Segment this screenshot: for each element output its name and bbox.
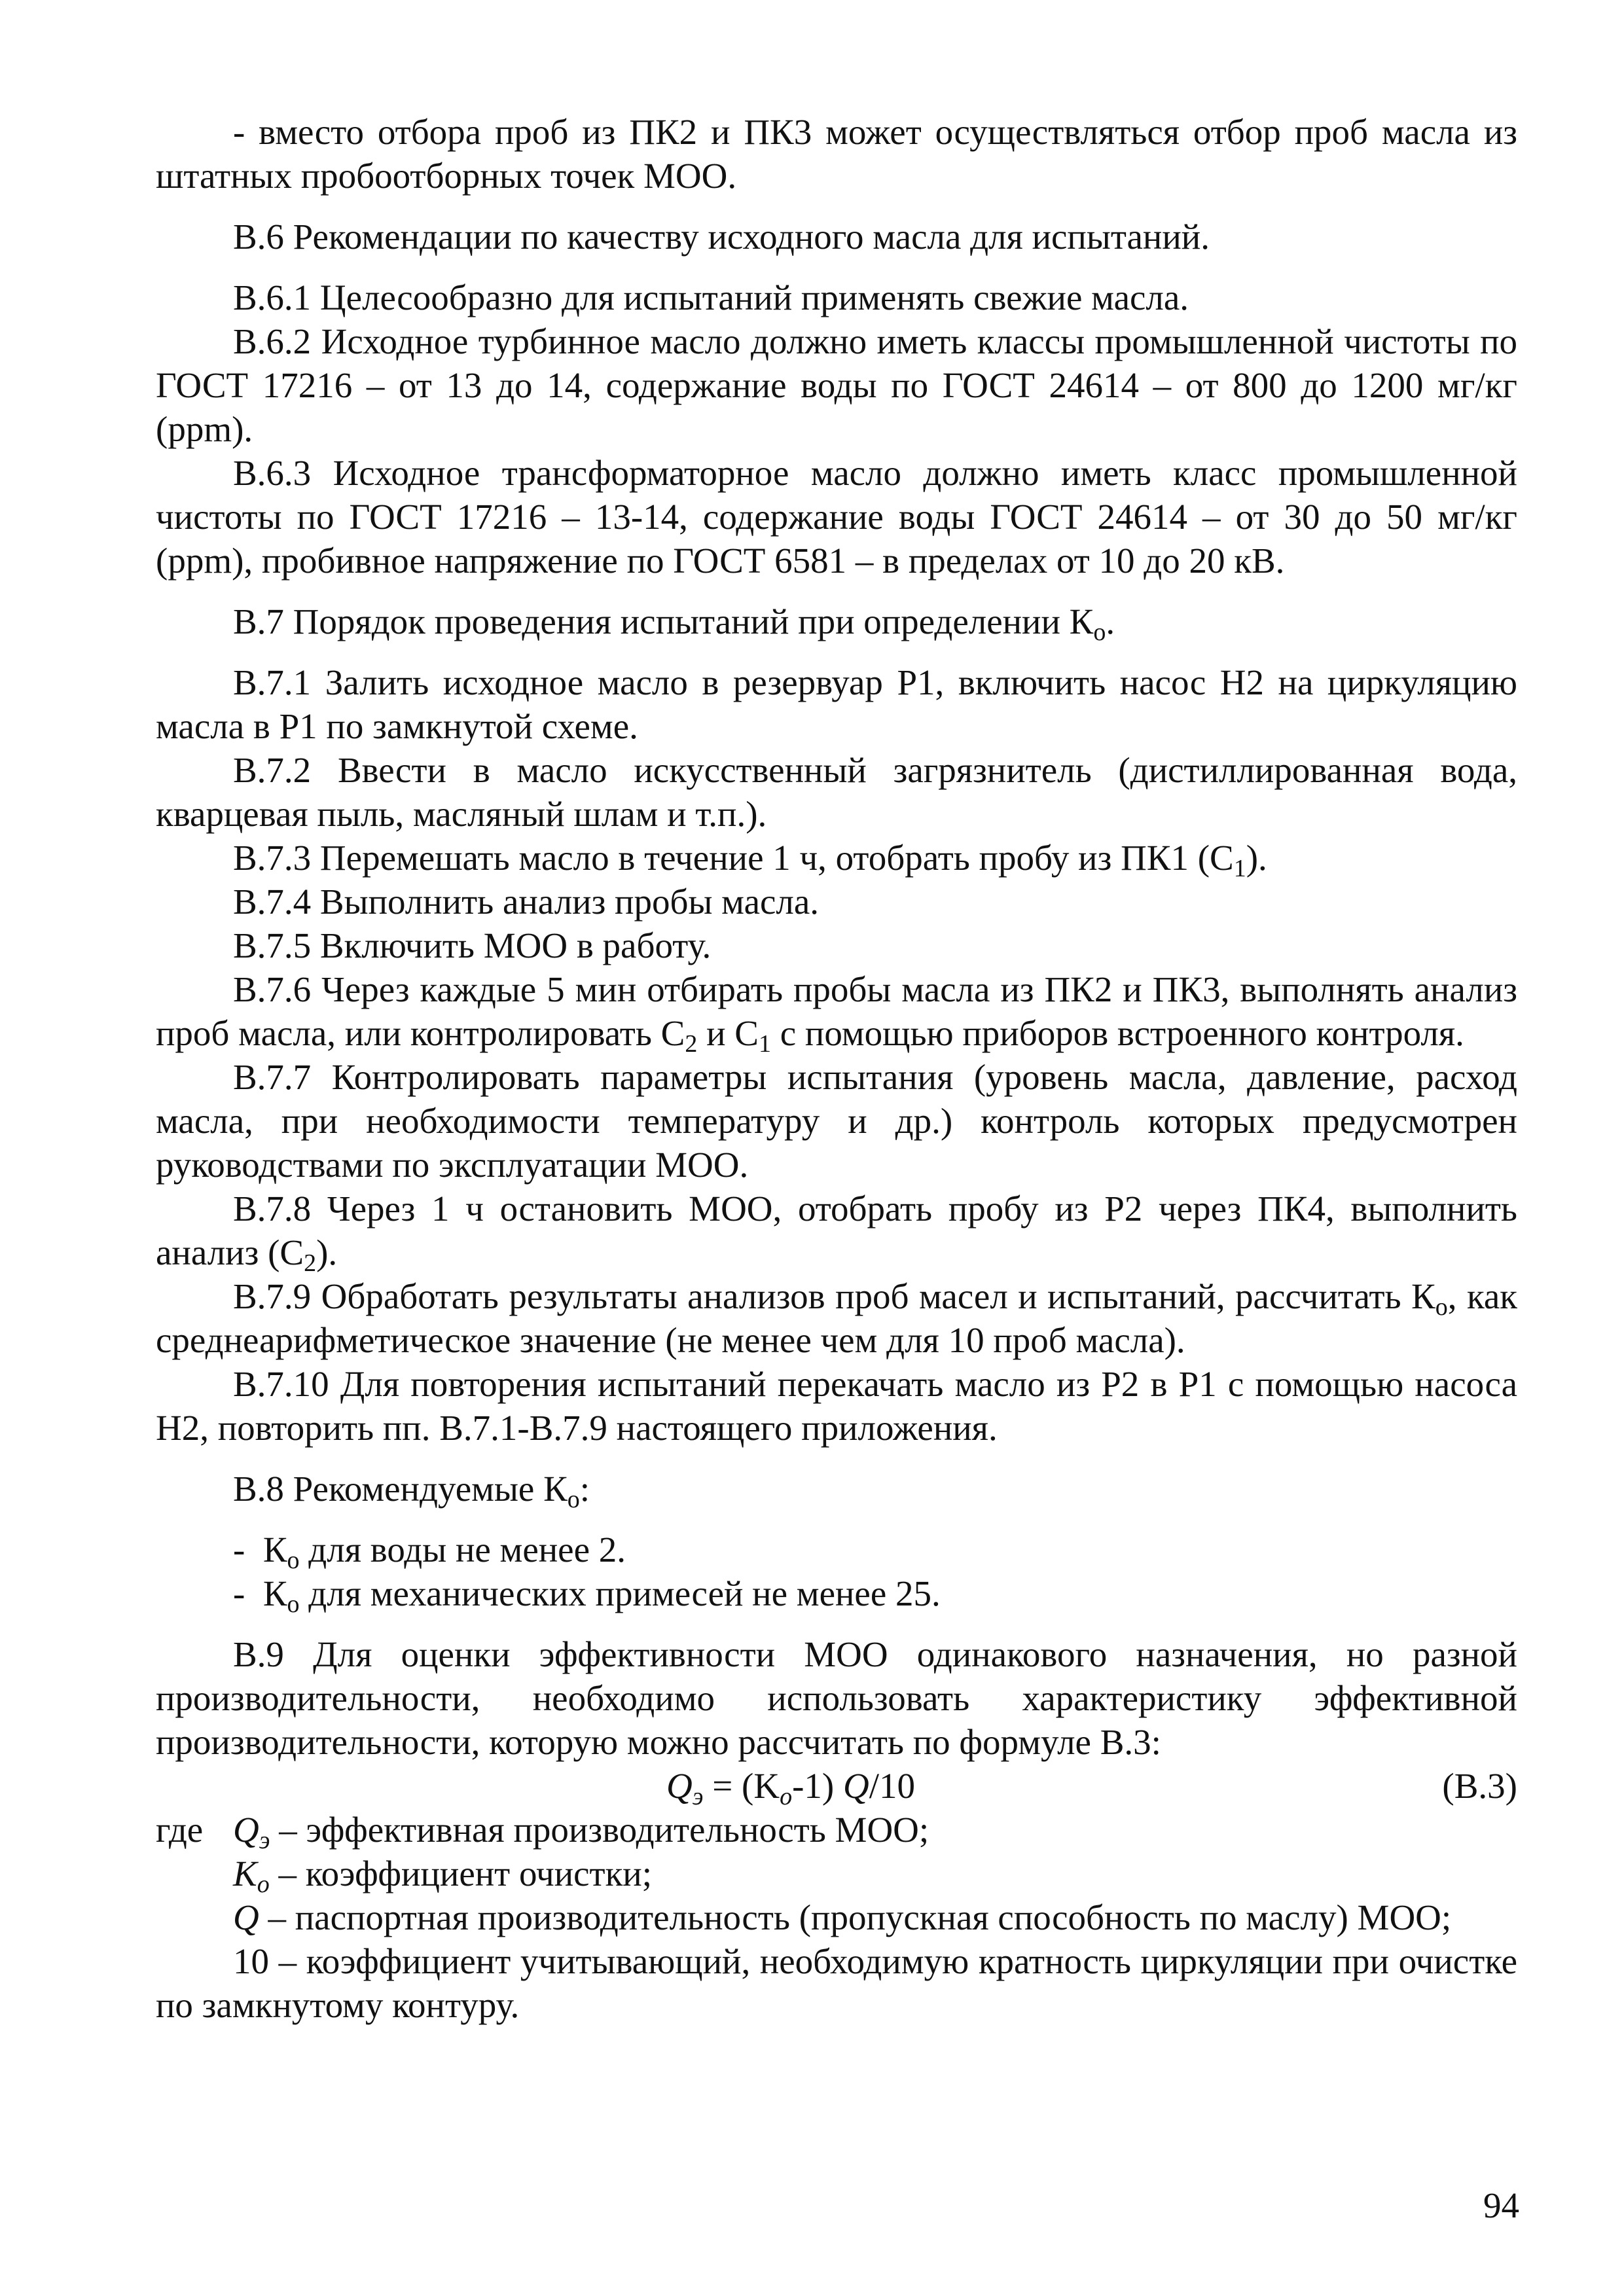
where-line-4: 10 – коэффициент учитывающий, необходимую кратность циркуляции при очистке по замкнутому контуру. xyxy=(156,1941,1517,2025)
clause-b71: В.7.1 Залить исходное масло в резервуар Р1, включить насос Н2 на циркуляцию масла в Р1 по замкнутой схеме. xyxy=(156,662,1517,746)
subscript: о xyxy=(1093,619,1106,646)
clause-b77: В.7.7 Контролировать параметры испытания (уровень масла, давление, расход масла, при необходимости температуру и др.) контроль которых предусмотрен руководствами по эксплуатации МОО. xyxy=(156,1057,1517,1185)
list-text: К xyxy=(262,1573,287,1613)
subscript: э xyxy=(692,1783,704,1810)
page-body xyxy=(156,110,1517,2027)
formula-symbol: Q xyxy=(842,1766,869,1806)
clause-text: В.7.6 Через каждые 5 мин отбирать пробы масла из ПК2 и ПК3, выполнять анализ проб масла, или контролировать С xyxy=(156,969,1517,1053)
where-line-1 xyxy=(156,1808,1517,1852)
section-b8-heading xyxy=(156,1467,1517,1511)
list-text: К xyxy=(262,1530,287,1570)
where-label: где xyxy=(156,1810,204,1850)
subscript: 1 xyxy=(758,1030,771,1058)
clause-b710: В.7.10 Для повторения испытаний перекачать масло из Р2 в Р1 с помощью насоса Н2, повторить пп. В.7.1-В.7.9 настоящего приложения. xyxy=(156,1364,1517,1448)
subscript: 2 xyxy=(685,1030,698,1058)
subscript: o xyxy=(780,1783,793,1810)
subscript: 2 xyxy=(304,1249,317,1277)
text-line: из штатных пробоотборных точек МОО. xyxy=(156,112,1518,196)
list-text: для воды не менее 2. xyxy=(299,1530,626,1570)
heading-end: : xyxy=(579,1469,590,1509)
section-b7-heading xyxy=(156,600,1517,646)
clause-text: , как среднеарифметическое значение (не менее чем для 10 проб масла). xyxy=(156,1276,1517,1360)
clause-text: В.7.3 Перемешать масло в течение 1 ч, отобрать пробу из ПК1 (С xyxy=(233,838,1234,878)
clause-b75: В.7.5 Включить МОО в работу. xyxy=(233,925,712,965)
subscript: о xyxy=(1435,1293,1448,1321)
subscript: о xyxy=(287,1590,300,1618)
section-b6-heading: В.6 Рекомендации по качеству исходного масла для испытаний. xyxy=(233,217,1210,257)
clause-text: с помощью приборов встроенного контроля. xyxy=(770,1013,1464,1053)
formula-b3 xyxy=(156,1764,1517,1808)
clause-text: и С xyxy=(697,1013,759,1053)
list-item-water: - $К_о$ для воды не менее 2. xyxy=(233,1530,626,1574)
clause-b63: В.6.3 Исходное трансформаторное масло должно иметь класс промышленной чистоты по ГОСТ 17216 – 13-14, содержание воды ГОСТ 24614 – от 30 до 50 мг/кг (ppm), пробивное напряжение по ГОСТ 6581 – в пределах от 10 до 20 кВ. xyxy=(156,453,1517,581)
variable-description: – эффективная производительность МОО; xyxy=(270,1810,929,1850)
formula-symbol: -1) xyxy=(792,1766,843,1806)
clause-b74: В.7.4 Выполнить анализ пробы масла. xyxy=(233,882,820,922)
clause-b62: В.6.2 Исходное турбинное масло должно иметь классы промышленной чистоты по ГОСТ 17216 – от 13 до 14, содержание воды по ГОСТ 24614 – от 800 до 1200 мг/кг (ppm). xyxy=(156,321,1517,449)
clause-b76 xyxy=(156,967,1517,1058)
formula-symbol: /10 xyxy=(869,1766,915,1806)
clause-text: В.7.9 Обработать результаты анализов проб масел и испытаний, рассчитать К xyxy=(233,1276,1435,1316)
subscript: 1 xyxy=(1233,855,1246,882)
clause-b61: В.6.1 Целесообразно для испытаний применять свежие масла. xyxy=(233,278,1189,317)
clause-b72: В.7.2 Ввести в масло искусственный загрязнитель (дистиллированная вода, кварцевая пыль, масляный шлам и т.п.). xyxy=(156,750,1517,834)
formula-number: (В.3) xyxy=(1442,1766,1517,1806)
clause-b73 xyxy=(156,836,1517,880)
formula-expression xyxy=(666,1764,915,1808)
variable-symbol: Q xyxy=(233,1810,259,1850)
clause-b79 xyxy=(156,1274,1517,1362)
heading-text: В.8 Рекомендуемые К xyxy=(233,1469,568,1509)
variable-symbol: K xyxy=(233,1854,257,1893)
where-line-2 xyxy=(156,1852,1517,1898)
list-item-impurities: - $К_о$ для механических примесей не менее 25. xyxy=(233,1573,941,1618)
where-line-3 xyxy=(156,1895,1517,1939)
page-number: 94 xyxy=(1483,2185,1519,2225)
list-text: для механических примесей не менее 25. xyxy=(299,1573,941,1613)
bullet-paragraph-sampling xyxy=(156,110,1517,198)
clause-b78 xyxy=(156,1187,1517,1277)
clause-text: В.7.8 Через 1 ч остановить МОО, отобрать пробу из Р2 через ПК4, выполнить анализ (С xyxy=(156,1189,1517,1272)
subscript: э xyxy=(259,1827,270,1854)
heading-end: . xyxy=(1106,601,1115,641)
subscript: o xyxy=(257,1871,270,1898)
formula-symbol: Q xyxy=(666,1766,693,1806)
variable-symbol: Q xyxy=(233,1897,259,1937)
text-line: - вместо отбора проб из ПК2 и ПК3 может осуществляться отбор проб масла xyxy=(233,112,1470,152)
section-b9-paragraph: В.9 Для оценки эффективности МОО одинакового назначения, но разной производительности, необходимо использовать характеристику эффективной производительности, которую можно рассчитать по формуле В.3: xyxy=(156,1634,1517,1762)
variable-description: – паспортная производительность (пропускная способность по маслу) МОО; xyxy=(259,1897,1452,1937)
clause-end: ). xyxy=(1246,838,1267,878)
subscript: о xyxy=(287,1547,300,1574)
variable-description: – коэффициент очистки; xyxy=(269,1854,653,1893)
subscript: о xyxy=(567,1486,580,1513)
formula-symbol: = (K xyxy=(703,1766,780,1806)
clause-end: ). xyxy=(316,1232,338,1272)
heading-text: В.7 Порядок проведения испытаний при определении К xyxy=(233,601,1094,641)
